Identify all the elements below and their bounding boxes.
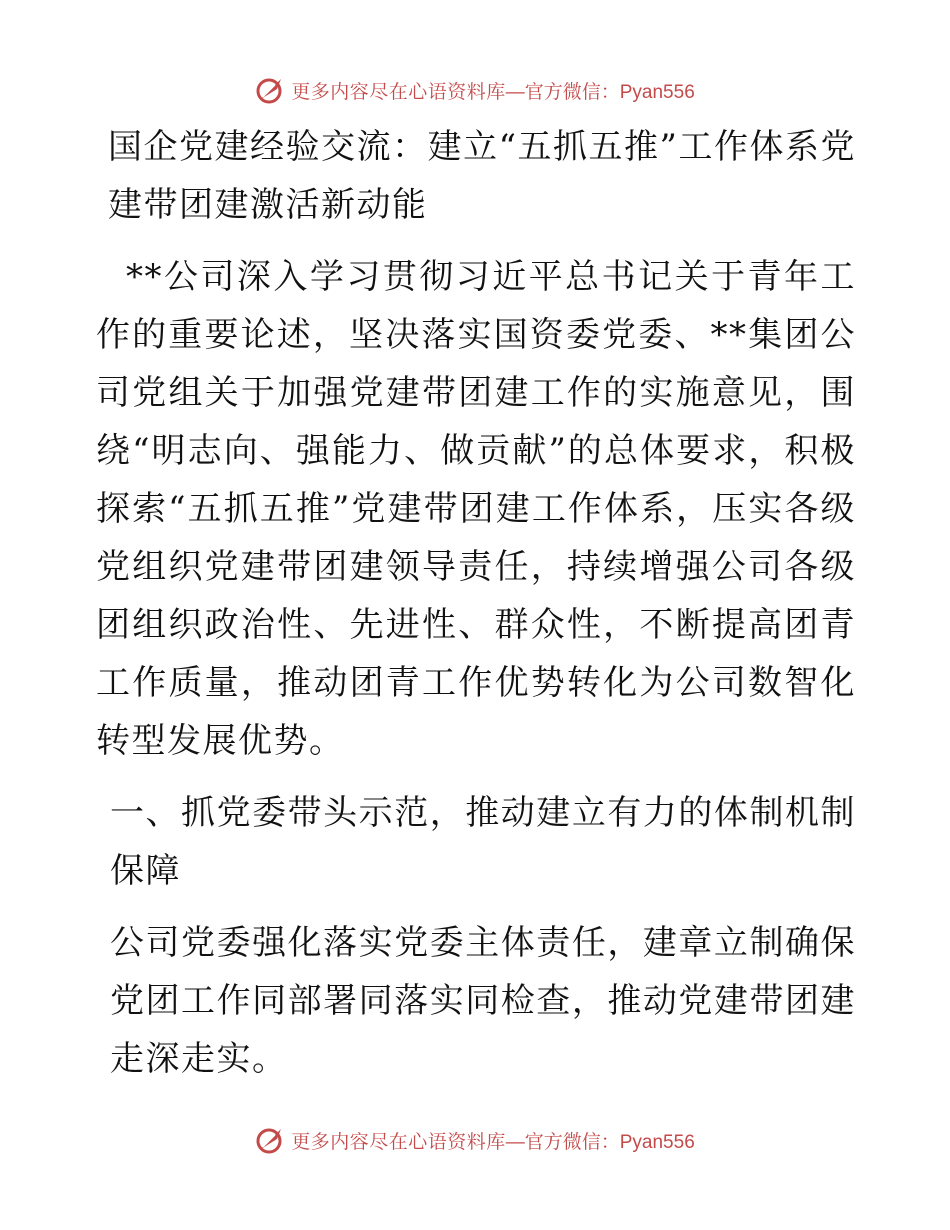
quill-logo-icon <box>255 75 285 105</box>
section-1-heading: 一、抓党委带头示范，推动建立有力的体制机制保障 <box>110 793 856 891</box>
footer-promo-text: 更多内容尽在心语资料库 <box>291 1130 506 1153</box>
footer-banner <box>0 1120 950 1160</box>
section-1-body: 公司党委强化落实党委主体责任，建章立制确保党团工作同部署同落实同检查，推动党建带团建走深走实。 <box>110 923 856 1079</box>
document-body <box>96 118 856 1088</box>
document-title: 国企党建经验交流：建立“五抓五推”工作体系党建带团建激活新动能 <box>108 127 856 225</box>
header-wechat-text: —官方微信：Pyan556 <box>505 81 695 103</box>
quill-logo-icon <box>255 1125 285 1155</box>
intro-paragraph: **公司深入学习贯彻习近平总书记关于青年工作的重要论述，坚决落实国资委党委、**集团公司党组关于加强党建带团建工作的实施意见，围绕“明志向、强能力、做贡献”的总体要求，积极探索“五抓五推”党建带团建工作体系，压实各级党组织党建带团建领导责任，持续增强公司各级团组织政治性、先进性、群众性，不断提高团青工作质量，推动团青工作优势转化为公司数智化转型发展优势。 <box>96 257 856 761</box>
header-banner <box>0 70 950 110</box>
footer-wechat-text: —官方微信：Pyan556 <box>505 1131 695 1153</box>
header-promo-text: 更多内容尽在心语资料库 <box>291 80 506 103</box>
